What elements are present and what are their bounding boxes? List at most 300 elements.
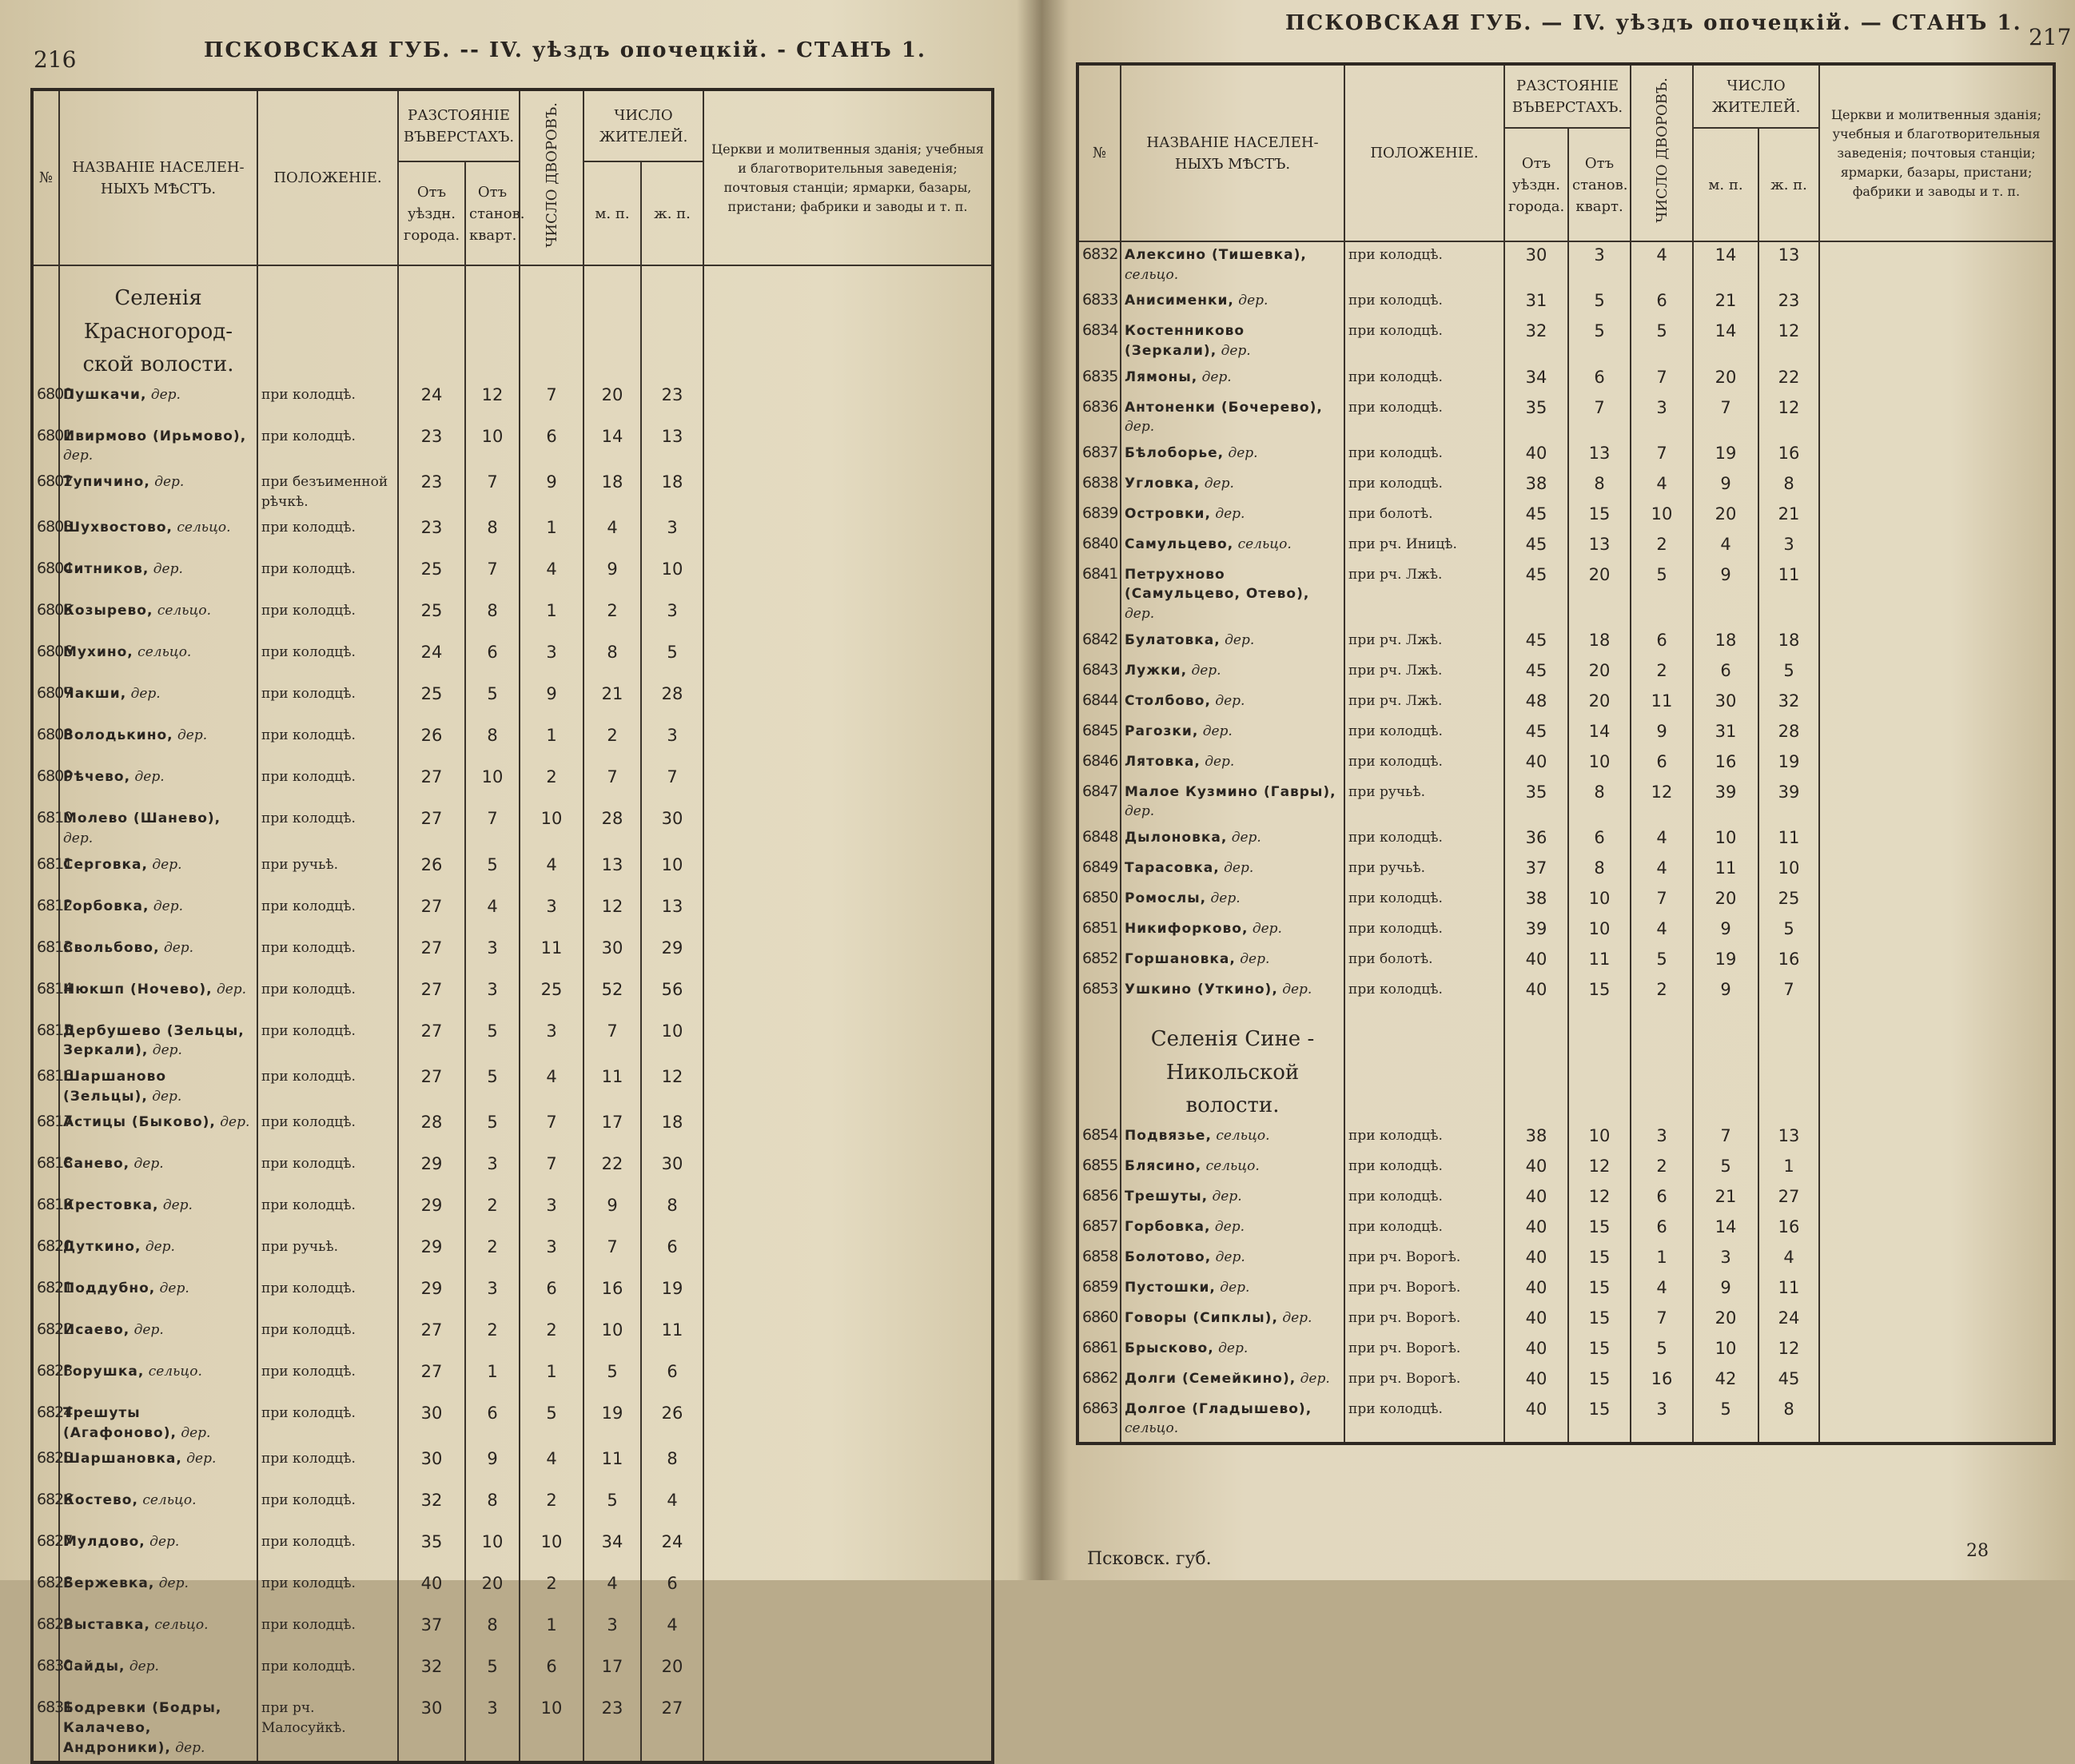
place-position: при колодцѣ. [257,935,398,977]
table-row [1077,1305,2054,1336]
female-count: 25 [1758,886,1819,916]
place-position: при колодцѣ. [1344,977,1504,1007]
place-name [1121,1153,1344,1184]
table-row [32,469,993,515]
yards-count: 3 [520,894,583,935]
settlement-kind: дер. [1300,1370,1330,1387]
female-count: 10 [641,1018,703,1064]
place-position: при колодцѣ. [1344,1184,1504,1214]
table-row [32,1193,993,1234]
male-count: 8 [583,639,641,681]
remarks [1819,688,2054,719]
place-name-text: Тупичино, [63,474,150,491]
table-row [1077,1275,2054,1305]
distance-from-town: 40 [1504,1275,1568,1305]
place-name-text: Козырево, [63,603,153,619]
settlement-kind: дер. [152,1088,182,1105]
table-row [32,382,993,424]
male-count: 10 [583,1317,641,1359]
remarks [703,1695,993,1762]
yards-count: 3 [520,1018,583,1064]
place-name-text: Лятовка, [1125,753,1201,770]
male-count: 4 [1693,532,1758,562]
distance-from-town: 45 [1504,627,1568,658]
distance-from-town: 40 [1504,977,1568,1007]
row-number: 6833 [1077,288,1121,318]
yards-count: 10 [520,1695,583,1762]
distance-from-station: 6 [465,1400,520,1446]
female-count: 27 [1758,1184,1819,1214]
yards-count: 1 [1631,1244,1693,1275]
place-position: при безъименной рѣчкѣ. [257,469,398,515]
settlement-kind: сельцо. [157,603,211,619]
distance-from-station: 5 [465,1109,520,1151]
place-position: при колодцѣ. [257,806,398,851]
remarks [1819,364,2054,395]
female-count: 11 [1758,825,1819,855]
male-count: 11 [583,1446,641,1487]
male-count: 21 [583,681,641,723]
distance-from-station: 15 [1568,1366,1631,1396]
settlement-kind: сельцо. [137,644,192,661]
settlement-kind: дер. [158,1575,189,1592]
male-count: 14 [583,424,641,469]
settlement-kind: дер. [149,1534,180,1551]
row-number: 6844 [1077,688,1121,719]
distance-from-town: 40 [1504,1396,1568,1443]
table-row [32,1654,993,1695]
remarks [1819,395,2054,440]
female-count: 45 [1758,1366,1819,1396]
yards-count: 5 [520,1400,583,1446]
female-count: 16 [1758,1214,1819,1244]
remarks [1819,318,2054,364]
table-row [32,894,993,935]
distance-from-town: 23 [398,469,465,515]
remarks [703,1400,993,1446]
place-position: при колодцѣ. [257,1571,398,1612]
female-count: 30 [641,1151,703,1193]
table-row [32,852,993,894]
settlement-kind: дер. [1215,692,1245,709]
remarks [703,1529,993,1571]
settlement-kind: дер. [1218,1340,1249,1356]
remarks [703,469,993,515]
row-number: 6846 [1077,749,1121,779]
distance-from-station: 5 [465,1654,520,1695]
male-count: 9 [1693,916,1758,946]
row-number: 6831 [32,1695,59,1762]
yards-count: 6 [1631,627,1693,658]
place-name-text: Лямоны, [1125,368,1198,385]
remarks [703,1317,993,1359]
female-count: 10 [641,852,703,894]
male-count: 5 [1693,1396,1758,1443]
row-number: 6820 [32,1234,59,1276]
place-name-text: Володькино, [63,727,173,744]
yards-count: 2 [1631,532,1693,562]
distance-from-town: 40 [1504,1244,1568,1275]
place-position: при рч. Ворогѣ. [1344,1305,1504,1336]
settlement-kind: сельцо. [148,1364,202,1380]
col-from-station: Отъ станов. кварт. [1568,128,1631,241]
settlement-kind: дер. [1204,475,1234,492]
settlement-kind: дер. [1240,951,1270,968]
distance-from-station: 15 [1568,1244,1631,1275]
place-name-text: Астицы (Быково), [63,1114,216,1131]
table-row [1077,1153,2054,1184]
place-position: при колодцѣ. [257,1064,398,1109]
place-position: при рч. Лжѣ. [1344,658,1504,688]
distance-from-station: 15 [1568,1275,1631,1305]
distance-from-town: 26 [398,852,465,894]
female-count: 22 [1758,364,1819,395]
distance-from-town: 25 [398,556,465,598]
place-name [59,1018,257,1064]
place-name [1121,471,1344,501]
col-male: м. п. [583,161,641,265]
distance-from-town: 24 [398,382,465,424]
place-name [59,894,257,935]
remarks [703,1151,993,1193]
remarks [1819,886,2054,916]
place-name [59,556,257,598]
male-count: 9 [1693,562,1758,627]
yards-count: 4 [520,1064,583,1109]
distance-from-town: 30 [398,1695,465,1762]
female-count: 3 [1758,532,1819,562]
distance-from-town: 38 [1504,886,1568,916]
signature-mark: 28 [1966,1541,1989,1561]
col-yards: ЧИСЛО ДВОРОВЪ. [1631,64,1693,241]
distance-from-town: 30 [398,1400,465,1446]
place-name-text: Пушкачи, [63,386,147,403]
row-number: 6828 [32,1571,59,1612]
table-row [32,1612,993,1654]
place-name [1121,1396,1344,1443]
place-name [59,852,257,894]
female-count: 27 [641,1695,703,1762]
place-name-text: Ситников, [63,561,149,578]
yards-count: 2 [520,1487,583,1529]
row-number: 6824 [32,1400,59,1446]
distance-from-town: 23 [398,424,465,469]
table-row [1077,1214,2054,1244]
place-name [1121,1214,1344,1244]
settlement-kind: дер. [130,686,161,703]
distance-from-station: 5 [465,1064,520,1109]
place-name-text: Ромослы, [1125,890,1207,907]
place-position: при колодцѣ. [257,1654,398,1695]
remarks [703,424,993,469]
table-row [1077,658,2054,688]
yards-count: 6 [1631,288,1693,318]
place-name [1121,364,1344,395]
yards-count: 5 [1631,562,1693,627]
male-count: 12 [583,894,641,935]
settlement-kind: дер. [1224,860,1254,877]
yards-count: 7 [520,1151,583,1193]
place-name [59,935,257,977]
distance-from-station: 10 [1568,749,1631,779]
place-name [1121,1244,1344,1275]
place-position: при рч. Лжѣ. [1344,688,1504,719]
row-number: 6806 [32,639,59,681]
yards-count: 1 [520,515,583,556]
row-number: 6804 [32,556,59,598]
row-number: 6845 [1077,719,1121,749]
place-name [1121,977,1344,1007]
table-row [32,1359,993,1400]
place-name-text: Санево, [63,1156,130,1173]
place-name [1121,658,1344,688]
place-position: при ручьѣ. [257,852,398,894]
distance-from-station: 5 [465,852,520,894]
settlement-kind: дер. [63,830,94,846]
page-footer: Псковск. губ. [1087,1549,1212,1569]
place-name [1121,532,1344,562]
yards-count: 7 [1631,440,1693,471]
distance-from-town: 39 [1504,916,1568,946]
row-number: 6862 [1077,1366,1121,1396]
distance-from-station: 14 [1568,719,1631,749]
female-count: 19 [1758,749,1819,779]
male-count: 39 [1693,779,1758,825]
yards-count: 9 [1631,719,1693,749]
row-number: 6858 [1077,1244,1121,1275]
place-name [1121,627,1344,658]
col-from-town: Отъ уѣздн. города. [398,161,465,265]
col-female: ж. п. [1758,128,1819,241]
distance-from-town: 40 [398,1571,465,1612]
table-row [32,1695,993,1762]
yards-count: 3 [520,639,583,681]
male-count: 11 [583,1064,641,1109]
place-position: при колодцѣ. [257,1612,398,1654]
place-position: при колодцѣ. [1344,288,1504,318]
settlement-kind: дер. [1191,662,1221,679]
place-name-text: Блясино, [1125,1157,1202,1174]
settlement-kind: дер. [1220,1279,1250,1296]
place-name-text: Лужки, [1125,662,1188,679]
distance-from-station: 3 [465,1695,520,1762]
row-number: 6827 [32,1529,59,1571]
distance-from-town: 40 [1504,1184,1568,1214]
remarks [1819,1396,2054,1443]
row-number: 6817 [32,1109,59,1151]
table-row [1077,1366,2054,1396]
female-count: 13 [1758,1123,1819,1153]
place-name [59,1234,257,1276]
yards-count: 9 [520,681,583,723]
settlement-kind: дер. [1238,293,1268,309]
male-count: 20 [583,382,641,424]
female-count: 12 [1758,395,1819,440]
remarks [703,764,993,806]
place-name [1121,1184,1344,1214]
table-row [1077,318,2054,364]
place-name [1121,1366,1344,1396]
remarks [1819,658,2054,688]
yards-count: 12 [1631,779,1693,825]
distance-from-town: 30 [398,1446,465,1487]
place-name [59,1193,257,1234]
settlement-kind: дер. [181,1424,211,1441]
remarks [1819,1336,2054,1366]
table-row [32,515,993,556]
table-row [1077,977,2054,1007]
place-name [59,806,257,851]
female-count: 6 [641,1359,703,1400]
place-name [1121,916,1344,946]
table-row [1077,501,2054,532]
settlement-kind: дер. [1231,830,1261,846]
distance-from-town: 32 [398,1654,465,1695]
remarks [703,1612,993,1654]
table-row [1077,749,2054,779]
table-row [1077,562,2054,627]
place-name [1121,318,1344,364]
distance-from-town: 23 [398,515,465,556]
row-number: 6856 [1077,1184,1121,1214]
place-position: при колодцѣ. [257,723,398,764]
yards-count: 1 [520,723,583,764]
yards-count: 4 [1631,471,1693,501]
place-name-text: Брысково, [1125,1340,1214,1356]
table-row [32,598,993,639]
place-position: при рч. Малосуйкѣ. [257,1695,398,1762]
row-number: 6807 [32,681,59,723]
place-position: при рч. Ворогѣ. [1344,1275,1504,1305]
row-number: 6800 [32,382,59,424]
place-name [59,424,257,469]
place-name-text: Дылоновка, [1125,830,1228,846]
distance-from-town: 27 [398,806,465,851]
settlement-kind: сельцо. [1125,1420,1179,1437]
col-remarks: Церкви и молитвенныя зданія; учебныя и благотворительныя заведенія; почтовыя станціи; ярмарки, базары, пристани; фабрики и заводы и т. п. [703,90,993,265]
distance-from-station: 15 [1568,501,1631,532]
yards-count: 1 [520,1612,583,1654]
table-row [1077,288,2054,318]
distance-from-town: 35 [398,1529,465,1571]
settlement-kind: дер. [1212,1188,1242,1205]
remarks [703,1571,993,1612]
place-position: при колодцѣ. [257,1446,398,1487]
table-row [32,723,993,764]
table-row [32,1018,993,1064]
settlement-kind: дер. [152,856,182,873]
yards-count: 7 [1631,886,1693,916]
distance-from-station: 11 [1568,946,1631,977]
place-name-text: Свольбово, [63,939,160,956]
place-position: при колодцѣ. [257,598,398,639]
place-name-text: Говоры (Сипклы), [1125,1309,1278,1326]
male-count: 5 [583,1487,641,1529]
table-row [1077,471,2054,501]
distance-from-town: 40 [1504,1153,1568,1184]
place-name-text: Выставка, [63,1617,150,1634]
male-count: 9 [1693,1275,1758,1305]
female-count: 21 [1758,501,1819,532]
row-number: 6854 [1077,1123,1121,1153]
col-distance: РАЗСТОЯНІЕ ВЪВЕРСТАХЪ. [1504,64,1631,128]
remarks [1819,1153,2054,1184]
yards-count: 6 [1631,749,1693,779]
male-count: 23 [583,1695,641,1762]
distance-from-station: 3 [465,977,520,1018]
remarks [1819,288,2054,318]
row-number: 6849 [1077,855,1121,886]
place-name [59,1571,257,1612]
female-count: 16 [1758,440,1819,471]
place-position: при рч. Ворогѣ. [1344,1244,1504,1275]
male-count: 16 [583,1276,641,1317]
settlement-kind: дер. [216,981,247,997]
distance-from-town: 37 [398,1612,465,1654]
remarks [1819,749,2054,779]
distance-from-station: 10 [465,424,520,469]
distance-from-station: 13 [1568,440,1631,471]
place-name [59,1446,257,1487]
distance-from-town: 27 [398,764,465,806]
place-name-text: Костенниково (Зеркали), [1125,323,1245,359]
male-count: 6 [1693,658,1758,688]
table-row [32,681,993,723]
place-name [1121,562,1344,627]
yards-count: 7 [1631,364,1693,395]
distance-from-station: 8 [465,1487,520,1529]
place-position: при рч. Лжѣ. [1344,627,1504,658]
left-page [0,0,1015,1756]
distance-from-station: 3 [465,1276,520,1317]
place-name-text: Шаршаново (Зельцы), [63,1068,167,1105]
col-residents: ЧИСЛО ЖИТЕЛЕЙ. [583,90,703,161]
place-name-text: Серговка, [63,856,148,873]
col-name: НАЗВАНІЕ НАСЕЛЕН-НЫХЪ МѢСТЪ. [59,90,257,265]
male-count: 21 [1693,1184,1758,1214]
distance-from-station: 10 [465,764,520,806]
male-count: 22 [583,1151,641,1193]
remarks [1819,440,2054,471]
distance-from-town: 27 [398,1018,465,1064]
place-name-text: Петрухново (Самульцево, Отево), [1125,566,1310,603]
place-name-text: Поддубно, [63,1280,156,1297]
yards-count: 25 [520,977,583,1018]
row-number: 6809 [32,764,59,806]
table-row [1077,886,2054,916]
place-position: при болотѣ. [1344,501,1504,532]
place-name [1121,886,1344,916]
distance-from-station: 20 [1568,658,1631,688]
remarks [1819,532,2054,562]
place-position: при колодцѣ. [257,977,398,1018]
place-name-text: Угловка, [1125,475,1201,492]
place-name-text: Шухвостово, [63,520,173,536]
settlement-kind: дер. [159,1280,189,1297]
table-row [32,1317,993,1359]
male-count: 9 [583,556,641,598]
distance-from-station: 3 [465,935,520,977]
male-count: 52 [583,977,641,1018]
female-count: 8 [641,1193,703,1234]
place-name-text: Дербушево (Зельцы, Зеркали), [63,1022,245,1059]
distance-from-town: 40 [1504,1214,1568,1244]
row-number: 6839 [1077,501,1121,532]
register-table-left [30,88,994,1764]
place-name-text: Трешуты (Агафоново), [63,1405,177,1441]
remarks [1819,1214,2054,1244]
place-name [1121,1123,1344,1153]
